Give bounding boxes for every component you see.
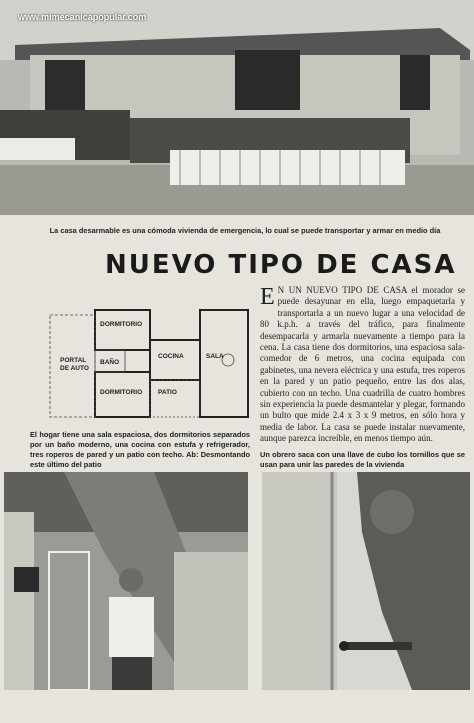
plan-label-portal: PORTAL [60,357,87,364]
plan-label-dormitorio-bottom: DORMITORIO [100,389,143,396]
floor-plan [30,300,250,428]
plan-label-cocina: COCINA [158,353,184,360]
plan-label-patio: PATIO [158,389,177,396]
dismantling-photo [4,472,248,690]
plan-label-sala: SALA [206,353,224,360]
plan-label-de-auto: DE AUTO [60,365,89,372]
article-body-text: N UN NUEVO TIPO DE CASA el morador se puede desayunar en ella, luego empaquetarla y transportarla a un nuevo lugar a una velocidad de 80 k.p.h. a través del tráfico, para finalmente desempacarla y armarla nuevamente a tiempo para la cena. La casa tiene dos dormitorios, una espaciosa sala-comedor de 6 metros, una cocina equipada con gabinetes, una nevera eléctrica y una estufa, tres roperos en la pared y un patio pequeño, entre las dos alas, cubierto con un techo. Una cuadrilla de cuatro hombres sin experiencia la puede desmantelar y plegar, formando un bulto que mide 2.4 x 3 x 9 metros, en sólo hora y media de labor. La casa se puede instalar nuevamente, aunque parezca increíble, en menos tiempo aún. [260,285,465,444]
house-photo-drawing [0,0,474,215]
plan-label-dormitorio-top: DORMITORIO [100,321,143,328]
bolts-photo-drawing [262,472,470,690]
article-body [260,285,465,445]
bottom-right-caption: Un obrero saca con una llave de cubo los tornillos que se usan para unir las paredes de la vivienda [260,450,465,469]
article-title: NUEVO TIPO DE CASA [105,250,457,280]
bolts-photo [262,472,470,690]
floor-plan-caption: El hogar tiene una sala espaciosa, dos dormitorios separados por un baño moderno, una cocina con estufa y refrigerador, tres roperos de pared y un patio con techo. Ab: Desmontando este último del patio [30,430,250,469]
plan-label-bano: BAÑO [100,359,120,366]
dismantling-photo-drawing [4,472,248,690]
site-url: www.mimecanicapopular.com [18,12,147,22]
house-photo [0,0,474,215]
dropcap: E [260,284,275,310]
top-photo-caption: La casa desarmable es una cómoda vivienda de emergencia, lo cual se puede transportar y armar en medio día [49,226,441,235]
